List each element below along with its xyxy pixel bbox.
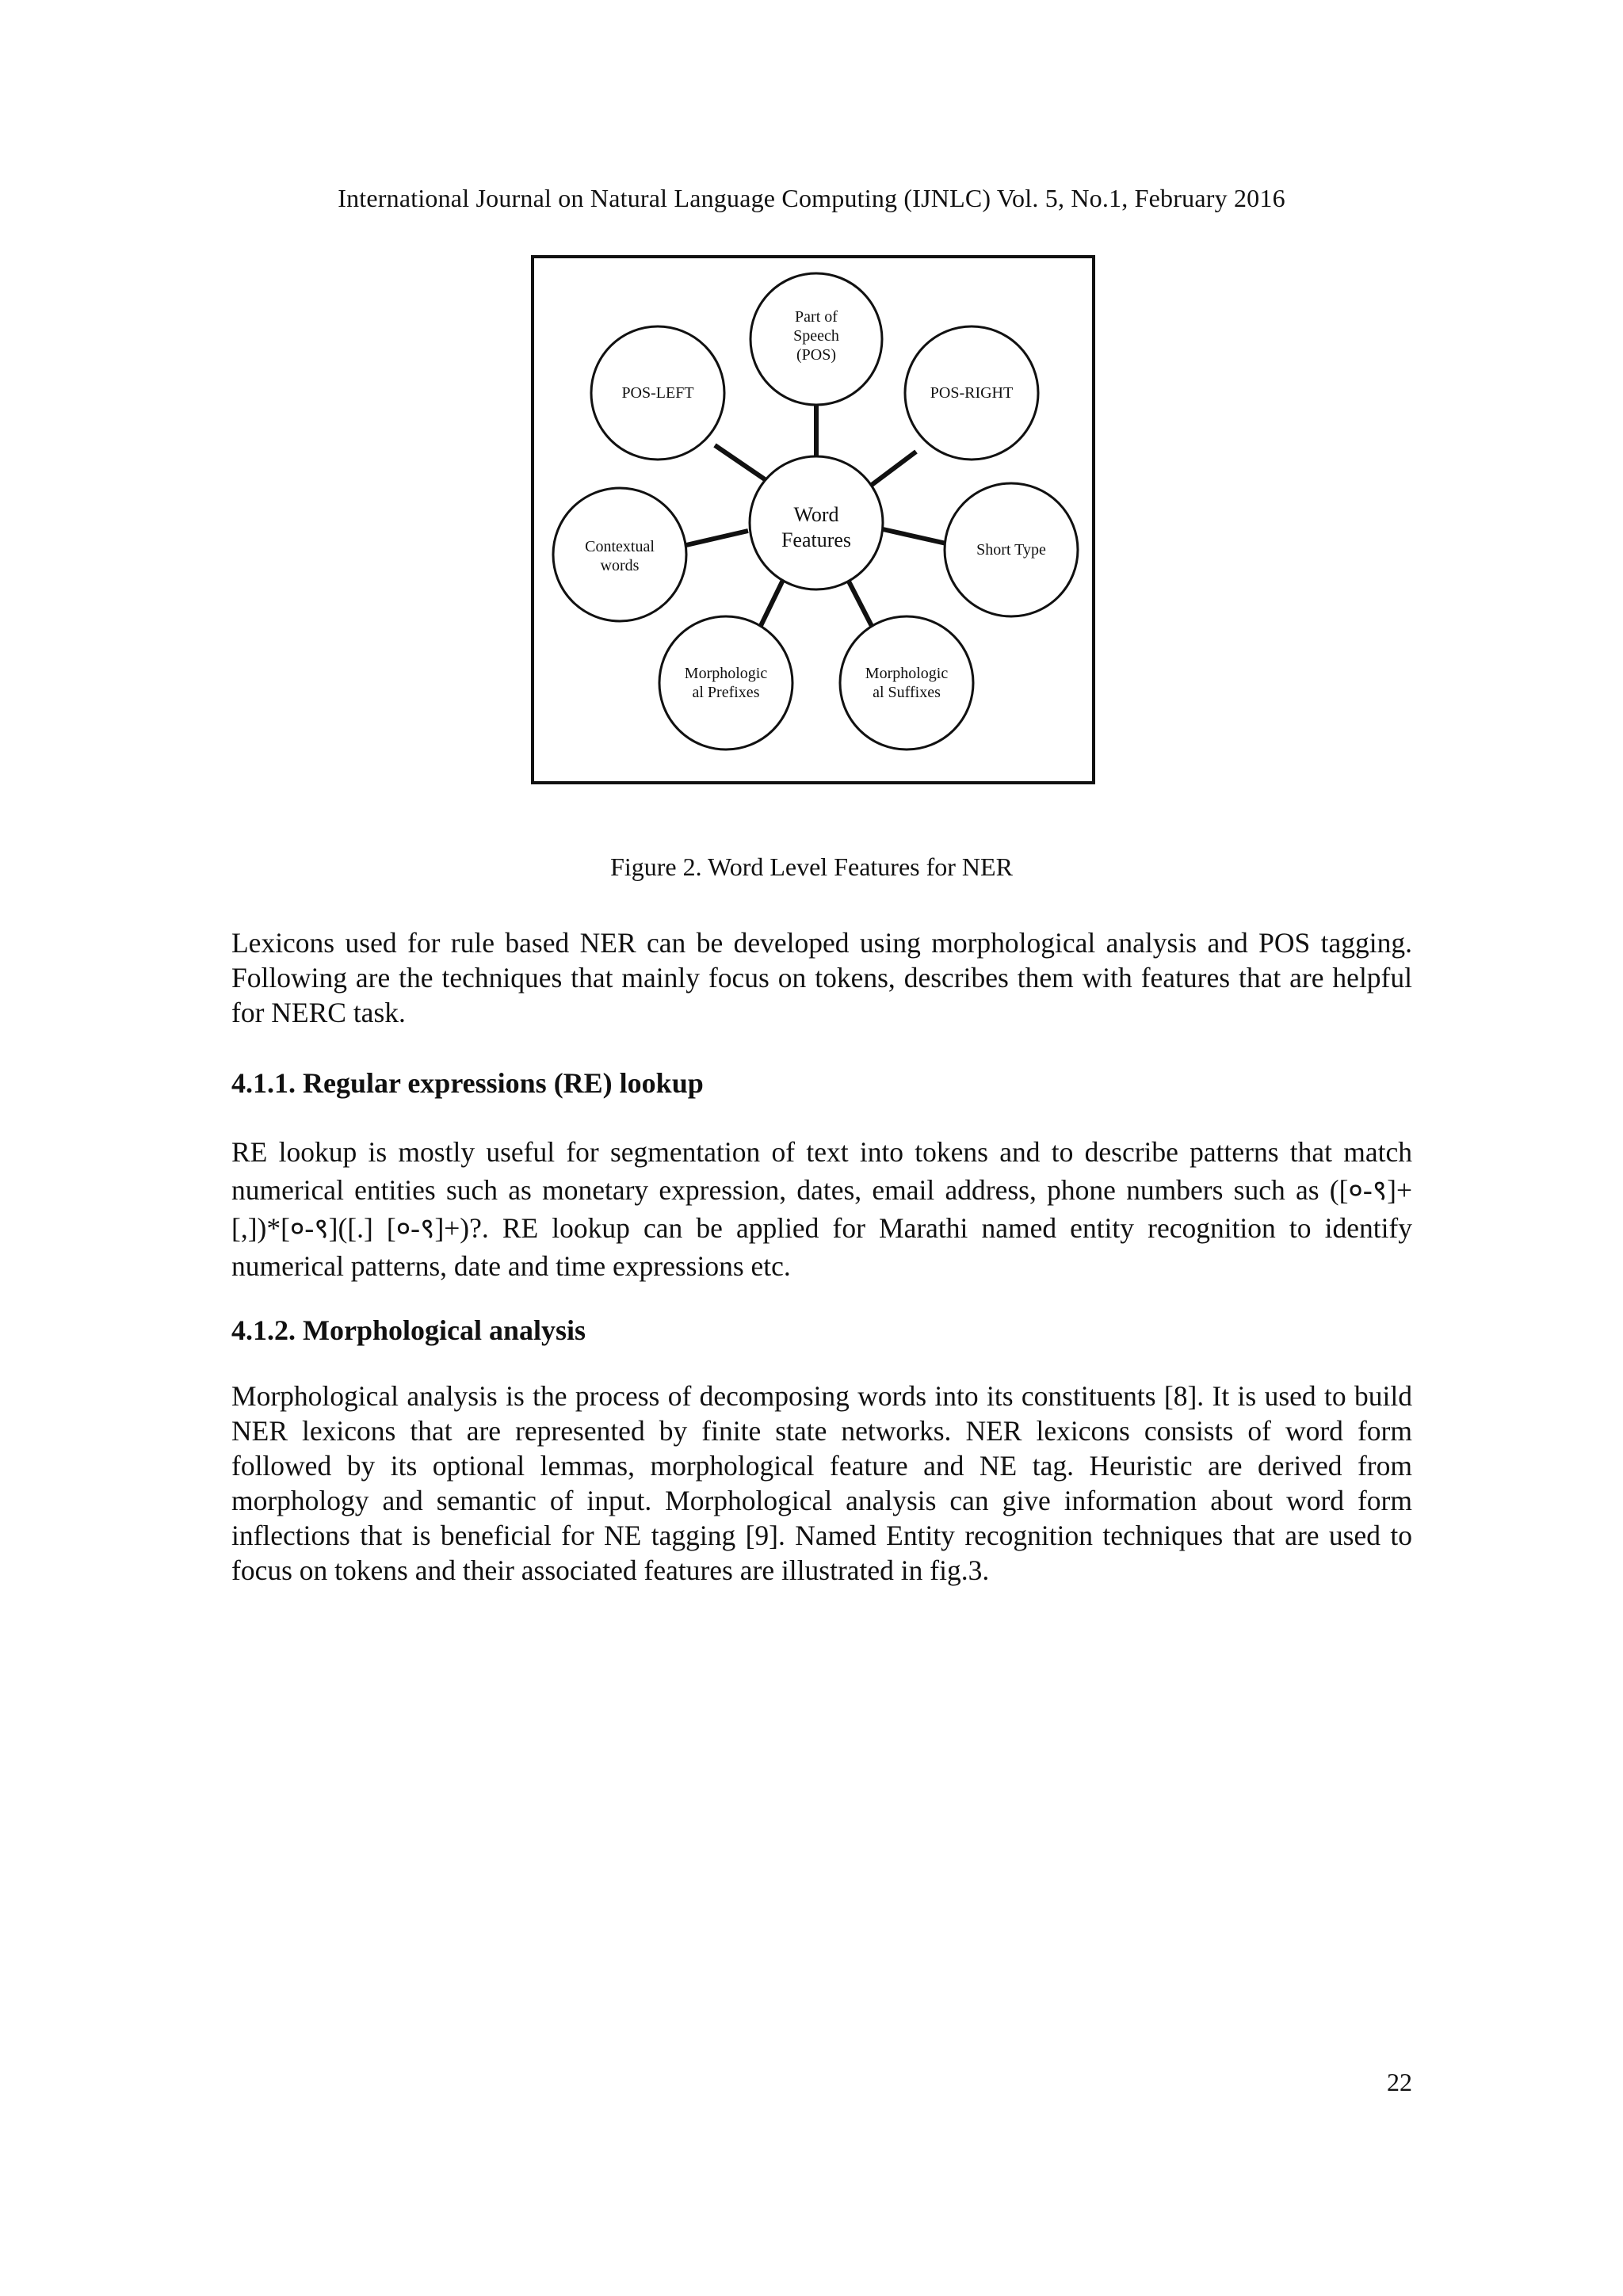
paragraph-re-lookup: RE lookup is mostly useful for segmentation of text into tokens and to describe patterns that match numerical entities such as monetary expression, dates, email address, phone numbers such as ([०-९]+[,])*[०-९]([.] [०-९]+)?. RE lookup can be applied for Marathi named entity recognition to identify numerical patterns, date and time expressions etc. [231, 1136, 1412, 1282]
page-number: 22 [1387, 2068, 1412, 2096]
diagram-svg [531, 255, 1095, 784]
label-suffixes-line1: Morphologic [865, 665, 949, 682]
label-prefixes-line2: al Prefixes [692, 684, 760, 701]
label-pos-right: POS-RIGHT [930, 384, 1014, 402]
node-suffixes [840, 616, 973, 749]
paragraph-morphological: Morphological analysis is the process of decomposing words into its constituents [8]. It is used to build NER lexicons that are represented by finite state networks. NER lexicons consists of word form followed by its optional lemmas, morphological feature and NE tag. Heuristic are derived from morphology and semantic of input. Morphological analysis can give information about word form inflections that is beneficial for NE tagging [9]. Named Entity recognition techniques that are used to focus on tokens and their associated features are illustrated in fig.3. [231, 1380, 1412, 1586]
word-features-diagram [531, 255, 1095, 784]
label-prefixes-line1: Morphologic [684, 665, 768, 682]
label-pos-left: POS-LEFT [621, 384, 694, 402]
figure-caption: Figure 2. Word Level Features for NER [610, 852, 1013, 881]
label-pos-line2: Speech [793, 327, 839, 345]
paragraph-lexicons: Lexicons used for rule based NER can be developed using morphological analysis and POS tagging. Following are the techniques that mainly focus on tokens, describes them with features that are helpful for NERC task. [231, 927, 1412, 1028]
node-prefixes [659, 616, 792, 749]
section-heading-re-lookup: 4.1.1. Regular expressions (RE) lookup [231, 1067, 704, 1099]
label-center-line1: Word [793, 503, 839, 526]
label-short-type: Short Type [976, 541, 1046, 559]
running-header: International Journal on Natural Language Computing (IJNLC) Vol. 5, No.1, February 2016 [338, 184, 1285, 212]
label-suffixes-line2: al Suffixes [873, 684, 941, 701]
label-contextual-line1: Contextual [585, 538, 655, 555]
label-contextual-line2: words [600, 557, 640, 574]
label-center-line2: Features [781, 528, 852, 551]
label-pos-line1: Part of [795, 308, 838, 326]
label-pos-line3: (POS) [796, 346, 837, 364]
section-heading-morphological: 4.1.2. Morphological analysis [231, 1314, 586, 1346]
